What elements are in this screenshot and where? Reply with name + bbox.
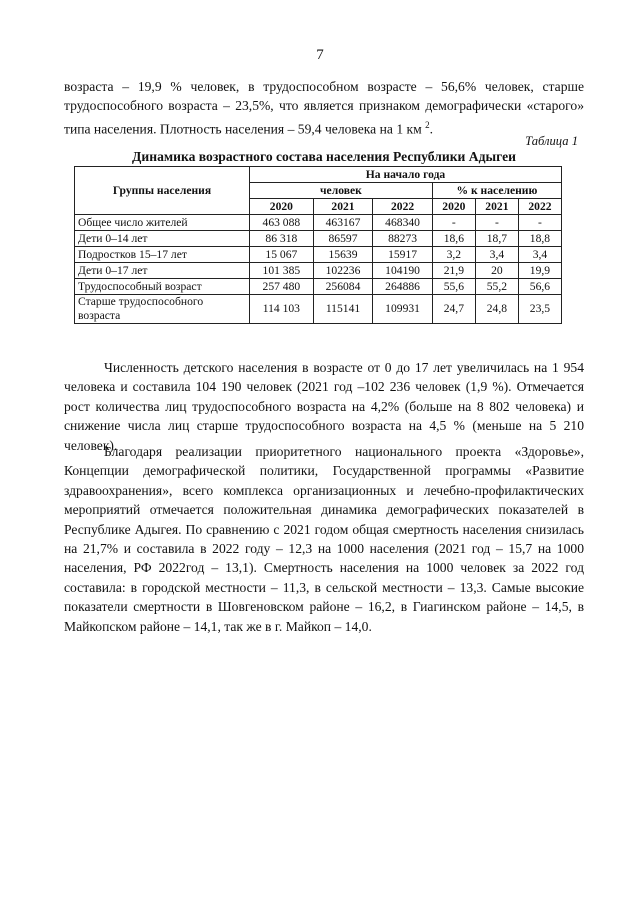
- table-cell: 115141: [313, 295, 373, 324]
- table-cell: 23,5: [518, 295, 561, 324]
- page-number: 7: [316, 47, 324, 63]
- table-body: [75, 215, 562, 324]
- table-row: [75, 279, 562, 295]
- table-row: [75, 231, 562, 247]
- row-label: Подростков 15–17 лет: [75, 247, 250, 263]
- table-cell: 15 067: [250, 247, 314, 263]
- table-header-row-1: [75, 167, 562, 183]
- header-percent: % к населению: [432, 183, 561, 199]
- table-row: [75, 263, 562, 279]
- table-cell: 109931: [373, 295, 433, 324]
- table-row: [75, 295, 562, 324]
- table-cell: 3,4: [475, 247, 518, 263]
- table-cell: 104190: [373, 263, 433, 279]
- table-cell: 18,6: [432, 231, 475, 247]
- table-cell: 463 088: [250, 215, 314, 231]
- table-cell: 463167: [313, 215, 373, 231]
- intro-paragraph: [64, 77, 584, 139]
- table-cell: 102236: [313, 263, 373, 279]
- table-cell: 114 103: [250, 295, 314, 324]
- table-cell: 18,7: [475, 231, 518, 247]
- table-cell: 56,6: [518, 279, 561, 295]
- table-cell: 256084: [313, 279, 373, 295]
- row-label: Старше трудоспособного возраста: [75, 295, 250, 324]
- row-label: Общее число жителей: [75, 215, 250, 231]
- population-table: [74, 166, 562, 324]
- table-cell: -: [475, 215, 518, 231]
- intro-line-3: «старого» типа населения. Плотность населения – 59,4 человека на 1 км: [64, 98, 584, 137]
- paragraph-children: Численность детского населения в возрасте от 0 до 17 лет увеличилась на 1 954 человека и составила 104 190 человек (2021 год –102 236 человек (1,9 %). Отмечается рост количества лиц трудоспособного возраста на 4,2% (больше на 8 802 человека) и снижение числа лиц старше трудоспособного возраста на 4,5 % (меньше на 5 210 человек).: [64, 360, 584, 453]
- table-cell: 55,2: [475, 279, 518, 295]
- intro-superscript: 2: [425, 119, 430, 130]
- year-cell: 2022: [373, 199, 433, 215]
- row-label: Трудоспособный возраст: [75, 279, 250, 295]
- header-period: На начало года: [250, 167, 562, 183]
- table-cell: 24,7: [432, 295, 475, 324]
- table-cell: 468340: [373, 215, 433, 231]
- table-cell: 3,2: [432, 247, 475, 263]
- table-cell: 55,6: [432, 279, 475, 295]
- table-cell: 101 385: [250, 263, 314, 279]
- table-row: [75, 215, 562, 231]
- table-title: Динамика возрастного состава населения Республики Адыгеи: [132, 149, 516, 164]
- year-cell: 2022: [518, 199, 561, 215]
- table-cell: 15917: [373, 247, 433, 263]
- year-cell: 2020: [432, 199, 475, 215]
- table-cell: 15639: [313, 247, 373, 263]
- table-cell: 21,9: [432, 263, 475, 279]
- year-cell: 2021: [313, 199, 373, 215]
- table-cell: 18,8: [518, 231, 561, 247]
- table-row: [75, 247, 562, 263]
- intro-line-1: возраста – 19,9 % человек, в трудоспособном возрасте – 56,6% человек, старше: [64, 79, 584, 94]
- year-cell: 2020: [250, 199, 314, 215]
- intro-end: .: [429, 121, 434, 137]
- header-persons: человек: [250, 183, 433, 199]
- table-cell: -: [432, 215, 475, 231]
- table-cell: 88273: [373, 231, 433, 247]
- intro-line-2: трудоспособного возраста – 23,5%, что является признаком демографически: [64, 98, 522, 114]
- table-cell: 257 480: [250, 279, 314, 295]
- year-cell: 2021: [475, 199, 518, 215]
- paragraph-health: Благодаря реализации приоритетного национального проекта «Здоровье», Концепции демографической политики, Государственной программы «Развитие здравоохранения», всего комплекса организационных и лечебно-профилактических мероприятий отмечается положительная динамика демографических показателей в Республике Адыгея. По сравнению с 2021 годом общая смертность населения снизилась на 21,7% и составила в 2022 году – 12,3 на 1000 населения (2021 год – 15,7 на 1000 населения, РФ 2022год – 13,1). Смертность населения на 1000 человек за 2022 год составила: в городской местности – 11,3, в сельской местности – 13,3. Самые высокие показатели смертности в Шовгеновском районе – 16,2, в Гиагинском районе – 14,5, в Майкопском районе – 14,1, так же в г. Майкоп – 14,0.: [64, 444, 584, 634]
- table-cell: 24,8: [475, 295, 518, 324]
- table-note: Таблица 1: [525, 134, 578, 148]
- header-group: Группы населения: [75, 167, 250, 215]
- table-cell: 19,9: [518, 263, 561, 279]
- table-cell: 264886: [373, 279, 433, 295]
- table-cell: 86597: [313, 231, 373, 247]
- table-cell: 3,4: [518, 247, 561, 263]
- row-label: Дети 0–17 лет: [75, 263, 250, 279]
- row-label: Дети 0–14 лет: [75, 231, 250, 247]
- table-cell: -: [518, 215, 561, 231]
- table-cell: 20: [475, 263, 518, 279]
- table-cell: 86 318: [250, 231, 314, 247]
